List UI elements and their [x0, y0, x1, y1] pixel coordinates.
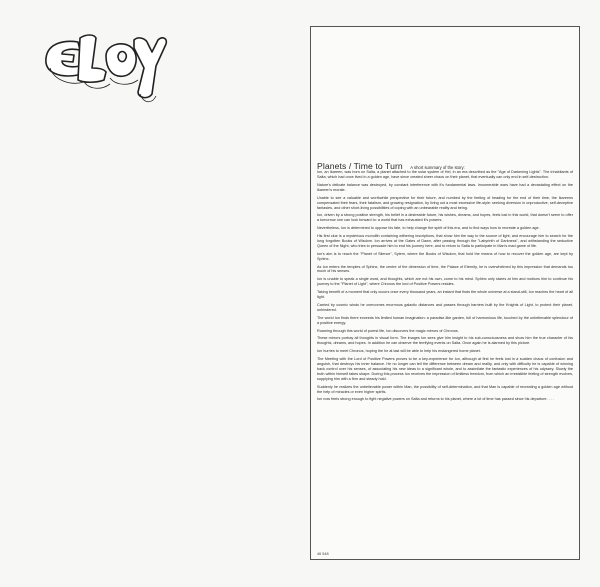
- story-paragraph: The Meeting with the Lord of Positive Powers proves to be a key-experience for Ion, although at first he feels lost in a sudden chaos of confusion and anguish, that destroys his inner balance. He no longer can tell the difference between dream and reality, and only with difficulty he is capable of winning back control over his senses, of associating his new ideas to a significant whole, and to assimilate the fantastic experiences of his odyssey. Slowly the truth within himself takes shape. During this process Ion receives the impression of limitless freedom, from which an irresistible feeling of strength evolves, supplying him with a firm and steady hold.: [317, 357, 573, 381]
- story-paragraph: His first clue is a mysterious monolith containing withering inscriptions, that show him the way to the source of light, and encourage him to search for the long forgotten Books of Wisdom. Ion arrives at the Gates of Dawn, after passing through the "Labyrinth of Darkness", and withstanding the seductive Queen of the Night, who tries to persuade him to end his journey here, and to return to Salta to participate in Man's mad game of life.: [317, 233, 573, 248]
- story-paragraph: Nevertheless, Ion is determined to oppose his fate, to help change the spirit of this era, and to find ways how to recreate a golden age.: [317, 226, 540, 231]
- story-paragraph: Ion hurries to meet Chronos, hoping the he at last will be able to help his endangered home planet.: [317, 349, 481, 354]
- story-paragraph: As Ion enters the temples of Sphinx, the centre of the dimension of time, the Palace of Eternity, he is overwhelmed by this impression that demands too much of his senses.: [317, 264, 573, 274]
- story-paragraph: The world Ion finds there exceeds his limited human imagination: a paradise-like garden, full of harmonious life, touched by the unbelievable splendour of a positive energy.: [317, 315, 573, 325]
- story-paragraph: Ion, an Ikareen, was born on Salta, a planet attached to the solar system of Hel, in an era described as the "Age of Darkening Lights". The inhabitants of Salta, which had once lived in a golden age, have since created sheer chaos on their planet, that eventually can only end in self-destruction.: [317, 170, 573, 179]
- story-paragraph: Taking benefit of a moment that only occurs once every thousand years, an instant that finds the whole universe at a stand-still, Ion reaches the heart of all light.: [317, 290, 573, 300]
- story-paragraph: Ion, driven by a strong positive strength, his belief in a desireable future, his wishes, dreams, and hopes, feels lost in this world, that doesn't seem to offer a tomorrow one can look forward to: a world that has exhausted it's powers.: [317, 213, 573, 223]
- eloy-logo: [40, 28, 168, 106]
- eloy-logo-graphic: [40, 28, 168, 106]
- story-paragraph: Suddenly he realizes the unbelievable power within Man, the possibility of self-determination, and that Man is capable of recreating a golden age without the help of miracles or even higher spirits.: [317, 384, 573, 394]
- story-paragraph: Ion now feels strong enough to fight negative powers on Salta and returns to his planet, where a lot of time has passed since his departure. . . .: [317, 397, 554, 402]
- story-paragraph: Ion's aim is to reach the "Planet of Silence", Sytem, where the Books of Wisdom, that hold the means of how to recover the golden age, are kept by Sphinx.: [317, 251, 573, 261]
- story-paragraph: Roaming through this world of purest life, Ion discovers the magic mirrors of Chronos.: [317, 328, 459, 333]
- story-panel: [310, 26, 580, 560]
- story-paragraph: Unable to see a valuable and worthwhile perspective for their future, and numbed by the feeling of heading for the end of their time, the Ikareens compensated their fears, their fatalism, and growing resignation, by living out a most excessive life-style: seeking diversion in unproductive, self-deceptive fantasies, and other short-living possibilities of coping with an unbearable reality and being.: [317, 195, 573, 210]
- panel-subtitle: A short summary of the story:: [410, 165, 465, 170]
- panel-title: Planets / Time to Turn: [317, 161, 403, 171]
- story-paragraph: These mirrors portray all thoughts in visual form. The images Ion sees give him insight to his sub-consciousness and show him the true character of his thoughts, dreams, and hopes. In addition he can observe the terrifying events on Salta. Once again he is alarmed by this picture.: [317, 336, 573, 346]
- story-paragraph: Ion is unable to speak a single word, and thoughts, which are not his own, come to his mind. Sphinx only stares at him and motions him to continue his journey to the "Planet of Light", where Chronos the lord of Positive Powers resides.: [317, 277, 573, 287]
- story-paragraph: Nature's delicate balance was destroyed, by constant interference with it's fundamental laws. Innumerable wars have had a devastating effect on the Ikareen's morale.: [317, 182, 573, 192]
- story-text: [317, 170, 573, 554]
- story-paragraph: Carried by cosmic winds he overcomes enormous galactic distances and passes through barriers built by the Knights of Light, to protect their planet, unhindered.: [317, 302, 573, 312]
- catalog-number: 46 548: [317, 552, 329, 556]
